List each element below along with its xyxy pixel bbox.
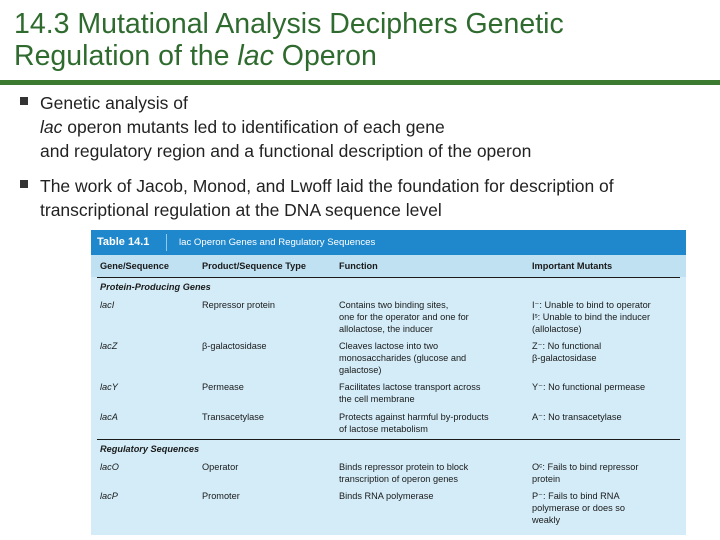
title-separator (166, 234, 167, 251)
gene-cell: lacP (100, 491, 118, 501)
title-line-2: Regulation of the lac Operon (14, 40, 377, 72)
gene-cell: lacI (100, 300, 115, 310)
function-cell: Binds repressor protein to block transcription of operon genes (339, 462, 469, 484)
gene-cell: lacA (100, 412, 118, 422)
mutants-cell: Oᶜ: Fails to bind repressor protein (532, 462, 639, 484)
bullet-square-icon (20, 97, 28, 105)
section-label: Regulatory Sequences (100, 444, 200, 454)
table-title-bar (91, 230, 686, 255)
product-cell: β-galactosidase (202, 341, 267, 351)
product-cell: Permease (202, 382, 244, 392)
header-gene: Gene/Sequence (100, 261, 169, 271)
title-divider (0, 80, 720, 85)
header-function: Function (339, 261, 378, 271)
product-cell: Promoter (202, 491, 240, 501)
function-cell: Contains two binding sites, one for the operator and one for allolactose, the inducer (339, 300, 469, 334)
lac-operon-table (91, 230, 686, 535)
mutants-cell: I⁻: Unable to bind to operator Iˢ: Unable to bind the inducer (allolactose) (532, 300, 651, 334)
mutants-cell: A⁻: No transacetylase (532, 412, 622, 422)
table-number: Table 14.1 (97, 236, 150, 248)
mutants-cell: Z⁻: No functional β-galactosidase (532, 341, 602, 363)
bullet-text-line: The work of Jacob, Monod, and Lwoff laid the foundation for description of (40, 176, 614, 196)
title-line-1: 14.3 Mutational Analysis Deciphers Genetic (14, 8, 564, 40)
product-cell: Repressor protein (202, 300, 276, 310)
table-row (91, 340, 686, 380)
mutants-cell: Y⁻: No functional permease (532, 382, 646, 392)
product-cell: Operator (202, 462, 239, 472)
function-cell: Binds RNA polymerase (339, 491, 434, 501)
function-cell: Facilitates lactose transport across the cell membrane (339, 382, 481, 404)
table-header-row (91, 255, 686, 277)
gene-cell: lacO (100, 462, 119, 472)
mutants-cell: P⁻: Fails to bind RNA polymerase or does so weakly (532, 491, 625, 525)
function-cell: Cleaves lactose into two monosaccharides (glucose and galactose) (339, 341, 467, 375)
table-row (91, 299, 686, 339)
bullet-text-line: transcriptional regulation at the DNA sequence level (40, 200, 442, 220)
product-cell: Transacetylase (202, 412, 264, 422)
bullet-square-icon (20, 180, 28, 188)
gene-cell: lacY (100, 382, 118, 392)
bullet-text-line: Genetic analysis of lac operon mutants led to identification of each gene (40, 93, 445, 137)
bullet-text-line: and regulatory region and a functional description of the operon (40, 141, 532, 161)
header-product: Product/Sequence Type (202, 261, 306, 271)
table-row (91, 490, 686, 530)
section-rule (97, 439, 680, 440)
header-mutants: Important Mutants (532, 261, 613, 271)
function-cell: Protects against harmful by-products of lactose metabolism (339, 412, 489, 434)
section-label: Protein-Producing Genes (100, 282, 211, 292)
gene-cell: lacZ (100, 341, 118, 351)
header-rule (97, 277, 680, 278)
slide-title (14, 8, 714, 72)
table-caption: lac Operon Genes and Regulatory Sequences (179, 237, 376, 248)
